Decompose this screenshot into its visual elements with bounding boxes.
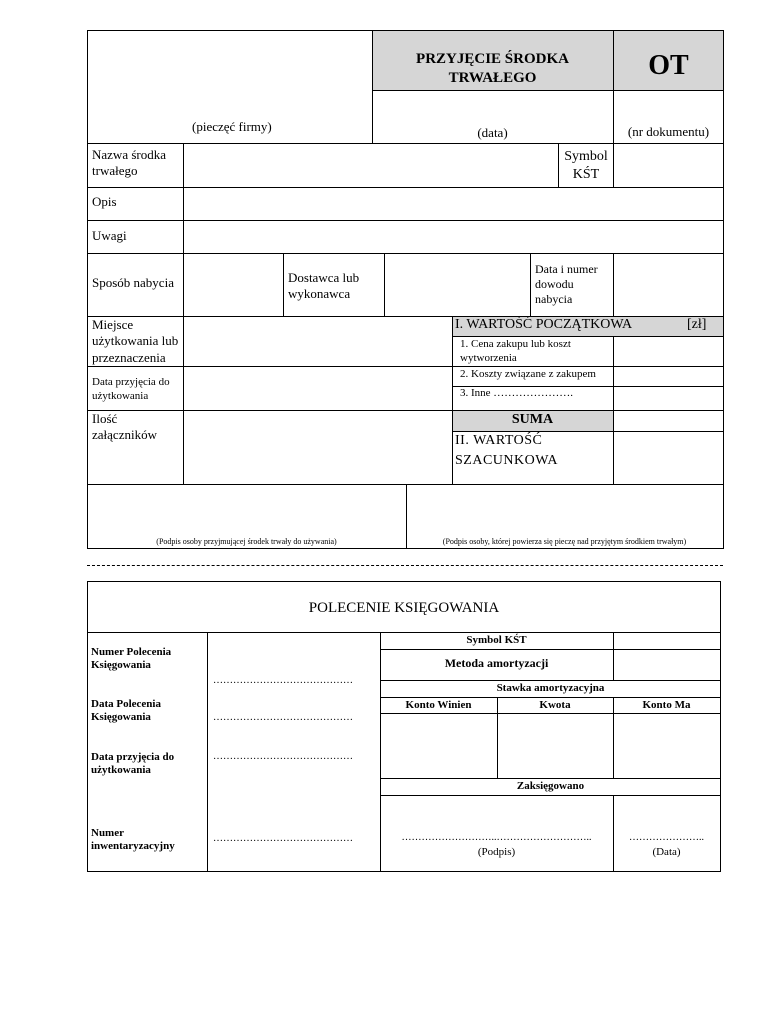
remarks-label: Uwagi bbox=[92, 228, 127, 243]
supplier-label: Dostawca lub wykonawca bbox=[288, 270, 360, 302]
firm-stamp-label: (pieczęć firmy) bbox=[192, 119, 272, 134]
purchase-price-label: 1. Cena zakupu lub koszt wytworzenia bbox=[460, 338, 571, 365]
date-label: (data) bbox=[477, 125, 508, 140]
doc-number-label: (nr dokumentu) bbox=[627, 124, 710, 139]
currency-label: [zł] bbox=[687, 317, 707, 332]
pk-use-date-label: Data przyjęcia do użytkowania bbox=[91, 751, 175, 777]
description-label: Opis bbox=[92, 194, 117, 209]
debit-label: Konto Winien bbox=[405, 699, 472, 711]
sign-label: (Podpis) bbox=[477, 846, 516, 858]
form-title: PRZYJĘCIE ŚRODKA TRWAŁEGO bbox=[416, 51, 569, 86]
rate-label: Stawka amortyzacyjna bbox=[496, 682, 605, 694]
proof-label: Data i numer dowodu nabycia bbox=[535, 262, 598, 306]
sum-label: SUMA bbox=[511, 412, 554, 427]
sign-dots: ………………………..……………………….. bbox=[401, 832, 592, 843]
use-date-dots: …………………………………… bbox=[213, 751, 353, 762]
pk-number-label: Numer Polecenia Księgowania bbox=[91, 646, 172, 672]
pk-date-label: Data Polecenia Księgowania bbox=[91, 698, 161, 724]
pk-date-value-dots: ………………….. bbox=[629, 832, 704, 843]
place-label: Miejsce użytkowania lub przeznaczenia bbox=[92, 317, 179, 365]
acquisition-method-label: Sposób nabycia bbox=[92, 275, 174, 290]
attachments-label: Ilość załączników bbox=[92, 411, 157, 443]
initial-value-label: I. WARTOŚĆ POCZĄTKOWA bbox=[455, 317, 633, 332]
asset-name-label: Nazwa środka trwałego bbox=[92, 147, 166, 179]
cut-line bbox=[87, 565, 723, 566]
pk-title: POLECENIE KSIĘGOWANIA bbox=[308, 600, 500, 616]
acq-costs-label: 2. Koszty związane z zakupem bbox=[460, 368, 596, 380]
pk-number-dots: …………………………………… bbox=[213, 675, 353, 686]
credit-label: Konto Ma bbox=[642, 699, 691, 711]
pk-date-value-label: (Data) bbox=[652, 846, 681, 858]
other-label: 3. Inne …………………. bbox=[460, 387, 574, 399]
custodian-signature-label: (Podpis osoby, której powierza się pieczę nad przyjętym środkiem trwałym) bbox=[442, 537, 687, 546]
inventory-number-dots: …………………………………… bbox=[213, 833, 353, 844]
pk-symbol-kst-label: Symbol KŚT bbox=[466, 634, 527, 646]
use-date-label: Data przyjęcia do użytkowania bbox=[92, 376, 170, 402]
method-label: Metoda amortyzacji bbox=[444, 656, 549, 670]
posted-label: Zaksięgowano bbox=[516, 780, 585, 792]
receiver-signature-label: (Podpis osoby przyjmującej środek trwały do używania) bbox=[156, 537, 337, 546]
form-code: OT bbox=[648, 50, 689, 81]
inventory-number-label: Numer inwentaryzacyjny bbox=[91, 827, 175, 853]
estimated-value-label: II. WARTOŚĆ SZACUNKOWA bbox=[455, 433, 558, 469]
symbol-kst-label: Symbol KŚT bbox=[564, 149, 608, 182]
pk-date-dots: …………………………………… bbox=[213, 712, 353, 723]
amount-label: Kwota bbox=[539, 699, 571, 711]
